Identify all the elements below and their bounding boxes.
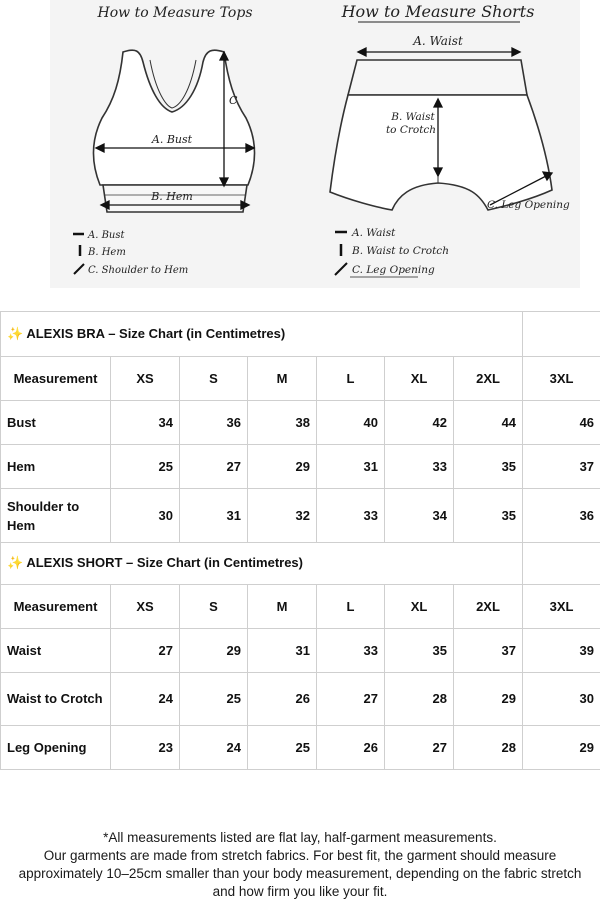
table-cell: 27 bbox=[317, 672, 385, 725]
measuring-illustration bbox=[0, 0, 600, 300]
table-row bbox=[1, 489, 600, 543]
table-row bbox=[1, 445, 600, 489]
table-cell: 37 bbox=[454, 628, 523, 672]
table-cell: 37 bbox=[523, 445, 600, 489]
table-cell: 24 bbox=[180, 725, 248, 769]
table-row bbox=[1, 672, 600, 725]
tops-heading: How to Measure Tops bbox=[97, 5, 253, 21]
column-header: 3XL bbox=[523, 584, 600, 628]
table-cell: 33 bbox=[385, 445, 454, 489]
row-label: Waist bbox=[1, 628, 111, 672]
table-cell: 26 bbox=[317, 725, 385, 769]
shorts-legend-item: C. Leg Opening bbox=[352, 264, 435, 276]
table-cell: 35 bbox=[454, 489, 523, 543]
column-header: L bbox=[317, 357, 385, 401]
column-header: M bbox=[248, 584, 317, 628]
table-cell: 46 bbox=[523, 401, 600, 445]
column-header: XL bbox=[385, 584, 454, 628]
table-cell: 29 bbox=[523, 725, 600, 769]
table-header-row bbox=[1, 584, 600, 628]
waist-crotch-label-2: to Crotch bbox=[386, 124, 436, 136]
table-cell: 25 bbox=[180, 672, 248, 725]
table-cell: 30 bbox=[523, 672, 600, 725]
table-cell: 42 bbox=[385, 401, 454, 445]
footnote-line: *All measurements listed are flat lay, half-garment measurements. bbox=[10, 829, 590, 847]
tops-legend-item: C. Shoulder to Hem bbox=[88, 265, 188, 276]
column-header: S bbox=[180, 357, 248, 401]
waist-crotch-label: B. Waist bbox=[390, 111, 435, 123]
table-cell: 32 bbox=[248, 489, 317, 543]
row-label: Bust bbox=[1, 401, 111, 445]
column-header: Measurement bbox=[1, 357, 111, 401]
table-row bbox=[1, 401, 600, 445]
shorts-legend-item: A. Waist bbox=[351, 227, 396, 239]
table-cell: 29 bbox=[180, 628, 248, 672]
waist-label: A. Waist bbox=[412, 34, 463, 48]
column-header: XS bbox=[111, 584, 180, 628]
table-cell: 31 bbox=[317, 445, 385, 489]
row-label: Shoulder to Hem bbox=[1, 489, 111, 543]
short-chart-title-text: ALEXIS SHORT – Size Chart (in Centimetres) bbox=[26, 555, 303, 570]
table-cell: 30 bbox=[111, 489, 180, 543]
measurement-diagram bbox=[0, 0, 600, 300]
row-label: Hem bbox=[1, 445, 111, 489]
bra-chart-title bbox=[1, 312, 523, 357]
bra-chart-title-text: ALEXIS BRA – Size Chart (in Centimetres) bbox=[26, 326, 285, 341]
bra-size-table bbox=[0, 311, 600, 543]
table-cell: 28 bbox=[454, 725, 523, 769]
table-cell: 24 bbox=[111, 672, 180, 725]
short-chart-title bbox=[1, 542, 523, 584]
table-cell: 36 bbox=[523, 489, 600, 543]
table-cell: 38 bbox=[248, 401, 317, 445]
table-cell: 36 bbox=[180, 401, 248, 445]
table-cell: 28 bbox=[385, 672, 454, 725]
table-cell: 25 bbox=[111, 445, 180, 489]
leg-opening-label: C. Leg Opening bbox=[487, 199, 570, 211]
shorts-legend-item: B. Waist to Crotch bbox=[351, 245, 449, 257]
tops-legend-item: A. Bust bbox=[87, 230, 126, 241]
tops-legend-item: B. Hem bbox=[87, 247, 126, 258]
column-header: 2XL bbox=[454, 584, 523, 628]
table-cell: 31 bbox=[180, 489, 248, 543]
table-cell: 44 bbox=[454, 401, 523, 445]
table-cell: 40 bbox=[317, 401, 385, 445]
table-row bbox=[1, 628, 600, 672]
table-cell: 26 bbox=[248, 672, 317, 725]
table-header-row bbox=[1, 357, 600, 401]
column-header: S bbox=[180, 584, 248, 628]
bust-label: A. Bust bbox=[151, 133, 193, 146]
column-header: 3XL bbox=[523, 357, 600, 401]
sparkles-icon: ✨ bbox=[7, 326, 23, 341]
empty-cell bbox=[523, 312, 600, 357]
table-cell: 34 bbox=[111, 401, 180, 445]
table-cell: 27 bbox=[111, 628, 180, 672]
hem-label: B. Hem bbox=[150, 190, 193, 203]
table-cell: 29 bbox=[454, 672, 523, 725]
empty-cell bbox=[523, 542, 600, 584]
short-size-table bbox=[0, 542, 600, 770]
column-header: XS bbox=[111, 357, 180, 401]
table-cell: 25 bbox=[248, 725, 317, 769]
column-header: 2XL bbox=[454, 357, 523, 401]
table-cell: 31 bbox=[248, 628, 317, 672]
row-label: Waist to Crotch bbox=[1, 672, 111, 725]
sports-bra-drawing bbox=[93, 50, 254, 212]
tops-legend bbox=[73, 230, 188, 276]
shorts-drawing bbox=[330, 60, 552, 210]
table-cell: 34 bbox=[385, 489, 454, 543]
shorts-legend bbox=[335, 227, 449, 277]
table-cell: 23 bbox=[111, 725, 180, 769]
row-label: Leg Opening bbox=[1, 725, 111, 769]
table-row bbox=[1, 725, 600, 769]
column-header: L bbox=[317, 584, 385, 628]
column-header: XL bbox=[385, 357, 454, 401]
footnote-fit-advice: Our garments are made from stretch fabrics. For best fit, the garment should measure approximately 10–25cm smaller than your body measurement, depending on the fabric stretch and how firm you like your fit. bbox=[10, 847, 590, 901]
table-cell: 33 bbox=[317, 489, 385, 543]
table-cell: 35 bbox=[454, 445, 523, 489]
table-cell: 27 bbox=[180, 445, 248, 489]
table-cell: 39 bbox=[523, 628, 600, 672]
table-cell: 27 bbox=[385, 725, 454, 769]
column-header: Measurement bbox=[1, 584, 111, 628]
table-cell: 35 bbox=[385, 628, 454, 672]
footnote bbox=[10, 829, 590, 901]
table-cell: 33 bbox=[317, 628, 385, 672]
table-cell: 29 bbox=[248, 445, 317, 489]
sparkles-icon: ✨ bbox=[7, 555, 23, 570]
column-header: M bbox=[248, 357, 317, 401]
shorts-heading: How to Measure Shorts bbox=[341, 2, 535, 21]
shoulder-label: C bbox=[229, 94, 238, 107]
